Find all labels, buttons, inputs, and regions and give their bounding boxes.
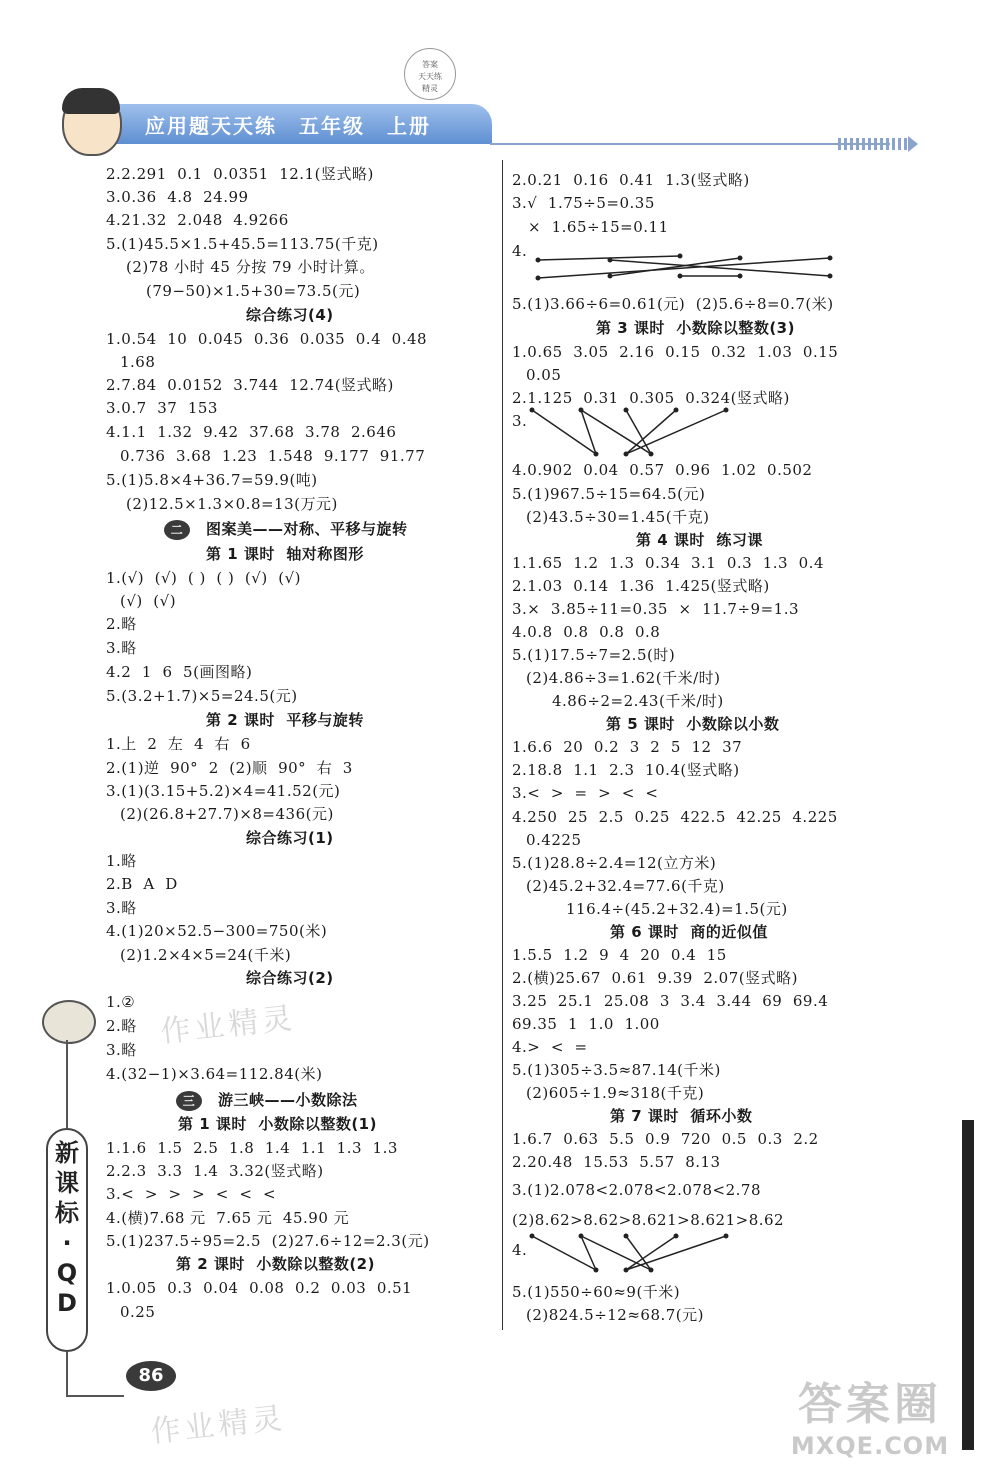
- watermark: 作业精灵: [148, 1400, 288, 1450]
- answer-line: 3.0.7 37 153: [106, 399, 218, 417]
- answer-line: 3.(1)(3.15+5.2)×4=41.52(元): [106, 782, 341, 800]
- answer-line: 1.上 2 左 4 右 6: [106, 735, 251, 753]
- page-number: 86: [126, 1361, 176, 1391]
- mascot-icon: [62, 90, 122, 156]
- sidebar-rule: [66, 1395, 124, 1397]
- answer-line: 3.25 25.1 25.08 3 3.4 3.44 69 69.4: [512, 992, 829, 1010]
- watermark: 作业精灵: [158, 1000, 298, 1050]
- answer-line: 3.0.36 4.8 24.99: [106, 188, 249, 206]
- answer-line: 1.(√) (√) ( ) ( ) (√) (√): [106, 569, 301, 587]
- corner-watermark: 答案圈 MXQE.COM: [790, 1379, 950, 1460]
- answer-line: 69.35 1 1.0 1.00: [512, 1015, 660, 1033]
- answer-line: 116.4÷(45.2+32.4)=1.5(元): [566, 900, 788, 918]
- answer-line: 3.: [512, 412, 528, 430]
- answer-line: (2)43.5÷30=1.45(千克): [526, 508, 710, 526]
- answer-line: 3.略: [106, 639, 137, 657]
- answer-line: 2.0.21 0.16 0.41 1.3(竖式略): [512, 171, 750, 189]
- answer-line: 1.0.05 0.3 0.04 0.08 0.2 0.03 0.51: [106, 1279, 413, 1297]
- lesson-heading: 第 1 课时 小数除以整数(1): [178, 1115, 377, 1133]
- answer-line: 1.1.65 1.2 1.3 0.34 3.1 0.3 1.3 0.4: [512, 554, 824, 572]
- answer-line: (2)1.2×4×5=24(千米): [120, 946, 292, 964]
- answer-line: 1.68: [120, 353, 156, 371]
- answer-line: 5.(1)45.5×1.5+45.5=113.75(千克): [106, 235, 379, 253]
- answer-line: (79−50)×1.5+30=73.5(元): [146, 282, 361, 300]
- answer-line: 3.√ 1.75÷5=0.35: [512, 194, 655, 212]
- lesson-heading: 第 5 课时 小数除以小数: [606, 715, 780, 733]
- lesson-heading: 第 3 课时 小数除以整数(3): [596, 319, 795, 337]
- answer-line: 1.1.6 1.5 2.5 1.8 1.4 1.1 1.3 1.3: [106, 1139, 398, 1157]
- answer-line: 5.(1)17.5÷7=2.5(时): [512, 646, 676, 664]
- answer-line: 1.0.65 3.05 2.16 0.15 0.32 1.03 0.15: [512, 343, 839, 361]
- answer-line: 2.2.3 3.3 1.4 3.32(竖式略): [106, 1162, 324, 1180]
- header-rule: [490, 143, 890, 145]
- answer-line: (2)(26.8+27.7)×8=436(元): [120, 805, 334, 823]
- answer-line: 1.0.54 10 0.045 0.36 0.035 0.4 0.48: [106, 330, 428, 348]
- answer-line: 4.21.32 2.048 4.9266: [106, 211, 289, 229]
- answer-line: 2.(1)逆 90° 2 (2)顺 90° 右 3: [106, 759, 353, 777]
- header-arrow-icon: [838, 138, 908, 150]
- answer-line: 0.4225: [526, 831, 582, 849]
- answer-line: 3.略: [106, 1041, 137, 1059]
- matching-diagram-1: [530, 248, 840, 288]
- answer-line: 3.(1)2.078<2.078<2.078<2.78: [512, 1181, 761, 1199]
- answer-line: 0.05: [526, 366, 562, 384]
- lesson-heading: 第 4 课时 练习课: [636, 531, 763, 549]
- answer-line: 4.: [512, 242, 528, 260]
- answer-line: 2.1.125 0.31 0.305 0.324(竖式略): [512, 389, 790, 407]
- column-divider: [502, 160, 503, 1330]
- answer-line: 3.< > > > < < <: [106, 1185, 277, 1203]
- answer-line: 4.: [512, 1241, 528, 1259]
- lesson-heading: 第 1 课时 轴对称图形: [206, 545, 364, 563]
- answer-line: 2.略: [106, 615, 137, 633]
- answer-line: 0.736 3.68 1.23 1.548 9.177 91.77: [120, 447, 426, 465]
- sidebar-rule: [66, 1352, 68, 1396]
- answer-line: 2.18.8 1.1 2.3 10.4(竖式略): [512, 761, 740, 779]
- sidebar-rule: [66, 1040, 68, 1128]
- answer-line: 1.②: [106, 993, 136, 1011]
- unit-heading: 二 图案美——对称、平移与旋转: [164, 519, 408, 540]
- answer-line: 5.(1)967.5÷15=64.5(元): [512, 485, 706, 503]
- unit-badge: 二: [164, 520, 190, 540]
- answer-line: 1.6.7 0.63 5.5 0.9 720 0.5 0.3 2.2: [512, 1130, 819, 1148]
- answer-line: 4.(1)20×52.5−300=750(米): [106, 922, 328, 940]
- answer-line: 4.(32−1)×3.64=112.84(米): [106, 1065, 323, 1083]
- answer-line: (2)12.5×1.3×0.8=13(万元): [126, 495, 338, 513]
- answer-line: 5.(1)237.5÷95=2.5 (2)27.6÷12=2.3(元): [106, 1232, 430, 1250]
- answer-line: 4.0.902 0.04 0.57 0.96 1.02 0.502: [512, 461, 813, 479]
- answer-line: 5.(1)3.66÷6=0.61(元) (2)5.6÷8=0.7(米): [512, 295, 834, 313]
- unit-heading: 三 游三峡——小数除法: [176, 1090, 358, 1111]
- answer-line: 4.86÷2=2.43(千米/时): [552, 692, 724, 710]
- answer-line: 5.(1)28.8÷2.4=12(立方米): [512, 854, 717, 872]
- lesson-heading: 第 2 课时 平移与旋转: [206, 711, 364, 729]
- lesson-heading: 第 7 课时 循环小数: [610, 1107, 753, 1125]
- answer-line: 4.(横)7.68 元 7.65 元 45.90 元: [106, 1209, 350, 1227]
- answer-line: 5.(3.2+1.7)×5=24.5(元): [106, 687, 298, 705]
- snail-icon: [42, 1000, 96, 1044]
- answer-line: 2.20.48 15.53 5.57 8.13: [512, 1153, 721, 1171]
- answer-line: 2.7.84 0.0152 3.744 12.74(竖式略): [106, 376, 394, 394]
- section-heading: 综合练习(1): [246, 829, 334, 847]
- answer-line: (2)824.5÷12≈68.7(元): [526, 1306, 705, 1324]
- answer-line: × 1.65÷15=0.11: [528, 218, 669, 236]
- answer-line: 2.(横)25.67 0.61 9.39 2.07(竖式略): [512, 969, 798, 987]
- answer-line: 2.1.03 0.14 1.36 1.425(竖式略): [512, 577, 770, 595]
- answer-line: 3.略: [106, 899, 137, 917]
- series-tag: 新 课 标 · Q D: [46, 1128, 88, 1352]
- answer-line: 5.(1)5.8×4+36.7=59.9(吨): [106, 471, 318, 489]
- answer-line: (2)4.86÷3=1.62(千米/时): [526, 669, 721, 687]
- answer-line: 3.< > = > < <: [512, 784, 659, 802]
- matching-diagram-2: [526, 404, 776, 460]
- unit-badge: 三: [176, 1091, 202, 1111]
- header-title: 应用题天天练 五年级 上册: [145, 114, 431, 138]
- answer-line: 5.(1)550÷60≈9(千米): [512, 1283, 681, 1301]
- lesson-heading: 第 6 课时 商的近似值: [610, 923, 768, 941]
- answer-line: 4.1.1 1.32 9.42 37.68 3.78 2.646: [106, 423, 397, 441]
- answer-line: (2)45.2+32.4=77.6(千克): [526, 877, 725, 895]
- section-heading: 综合练习(2): [246, 969, 334, 987]
- answer-line: 4.250 25 2.5 0.25 422.5 42.25 4.225: [512, 808, 838, 826]
- answer-line: 2.略: [106, 1017, 137, 1035]
- lesson-heading: 第 2 课时 小数除以整数(2): [176, 1255, 375, 1273]
- answer-line: (2)78 小时 45 分按 79 小时计算。: [126, 258, 375, 276]
- answer-line: 2.2.291 0.1 0.0351 12.1(竖式略): [106, 165, 374, 183]
- answer-line: 2.B A D: [106, 875, 178, 893]
- answer-line: 1.5.5 1.2 9 4 20 0.4 15: [512, 946, 727, 964]
- answer-line: (√) (√): [120, 592, 177, 610]
- answer-line: 5.(1)305÷3.5≈87.14(千米): [512, 1061, 721, 1079]
- stamp-logo: 答案 天天练 精灵: [404, 48, 456, 100]
- answer-line: (2)8.62>8.62>8.621>8.621>8.62: [512, 1211, 785, 1229]
- matching-diagram-3: [526, 1228, 776, 1278]
- answer-line: (2)605÷1.9≈318(千克): [526, 1084, 705, 1102]
- answer-line: 1.略: [106, 852, 137, 870]
- answer-line: 4.0.8 0.8 0.8 0.8: [512, 623, 661, 641]
- answer-line: 3.× 3.85÷11=0.35 × 11.7÷9=1.3: [512, 600, 800, 618]
- answer-line: 0.25: [120, 1303, 156, 1321]
- answer-line: 4.2 1 6 5(画图略): [106, 663, 253, 681]
- section-heading: 综合练习(4): [246, 306, 334, 324]
- answer-line: 4.> < =: [512, 1038, 588, 1056]
- answer-line: 1.6.6 20 0.2 3 2 5 12 37: [512, 738, 743, 756]
